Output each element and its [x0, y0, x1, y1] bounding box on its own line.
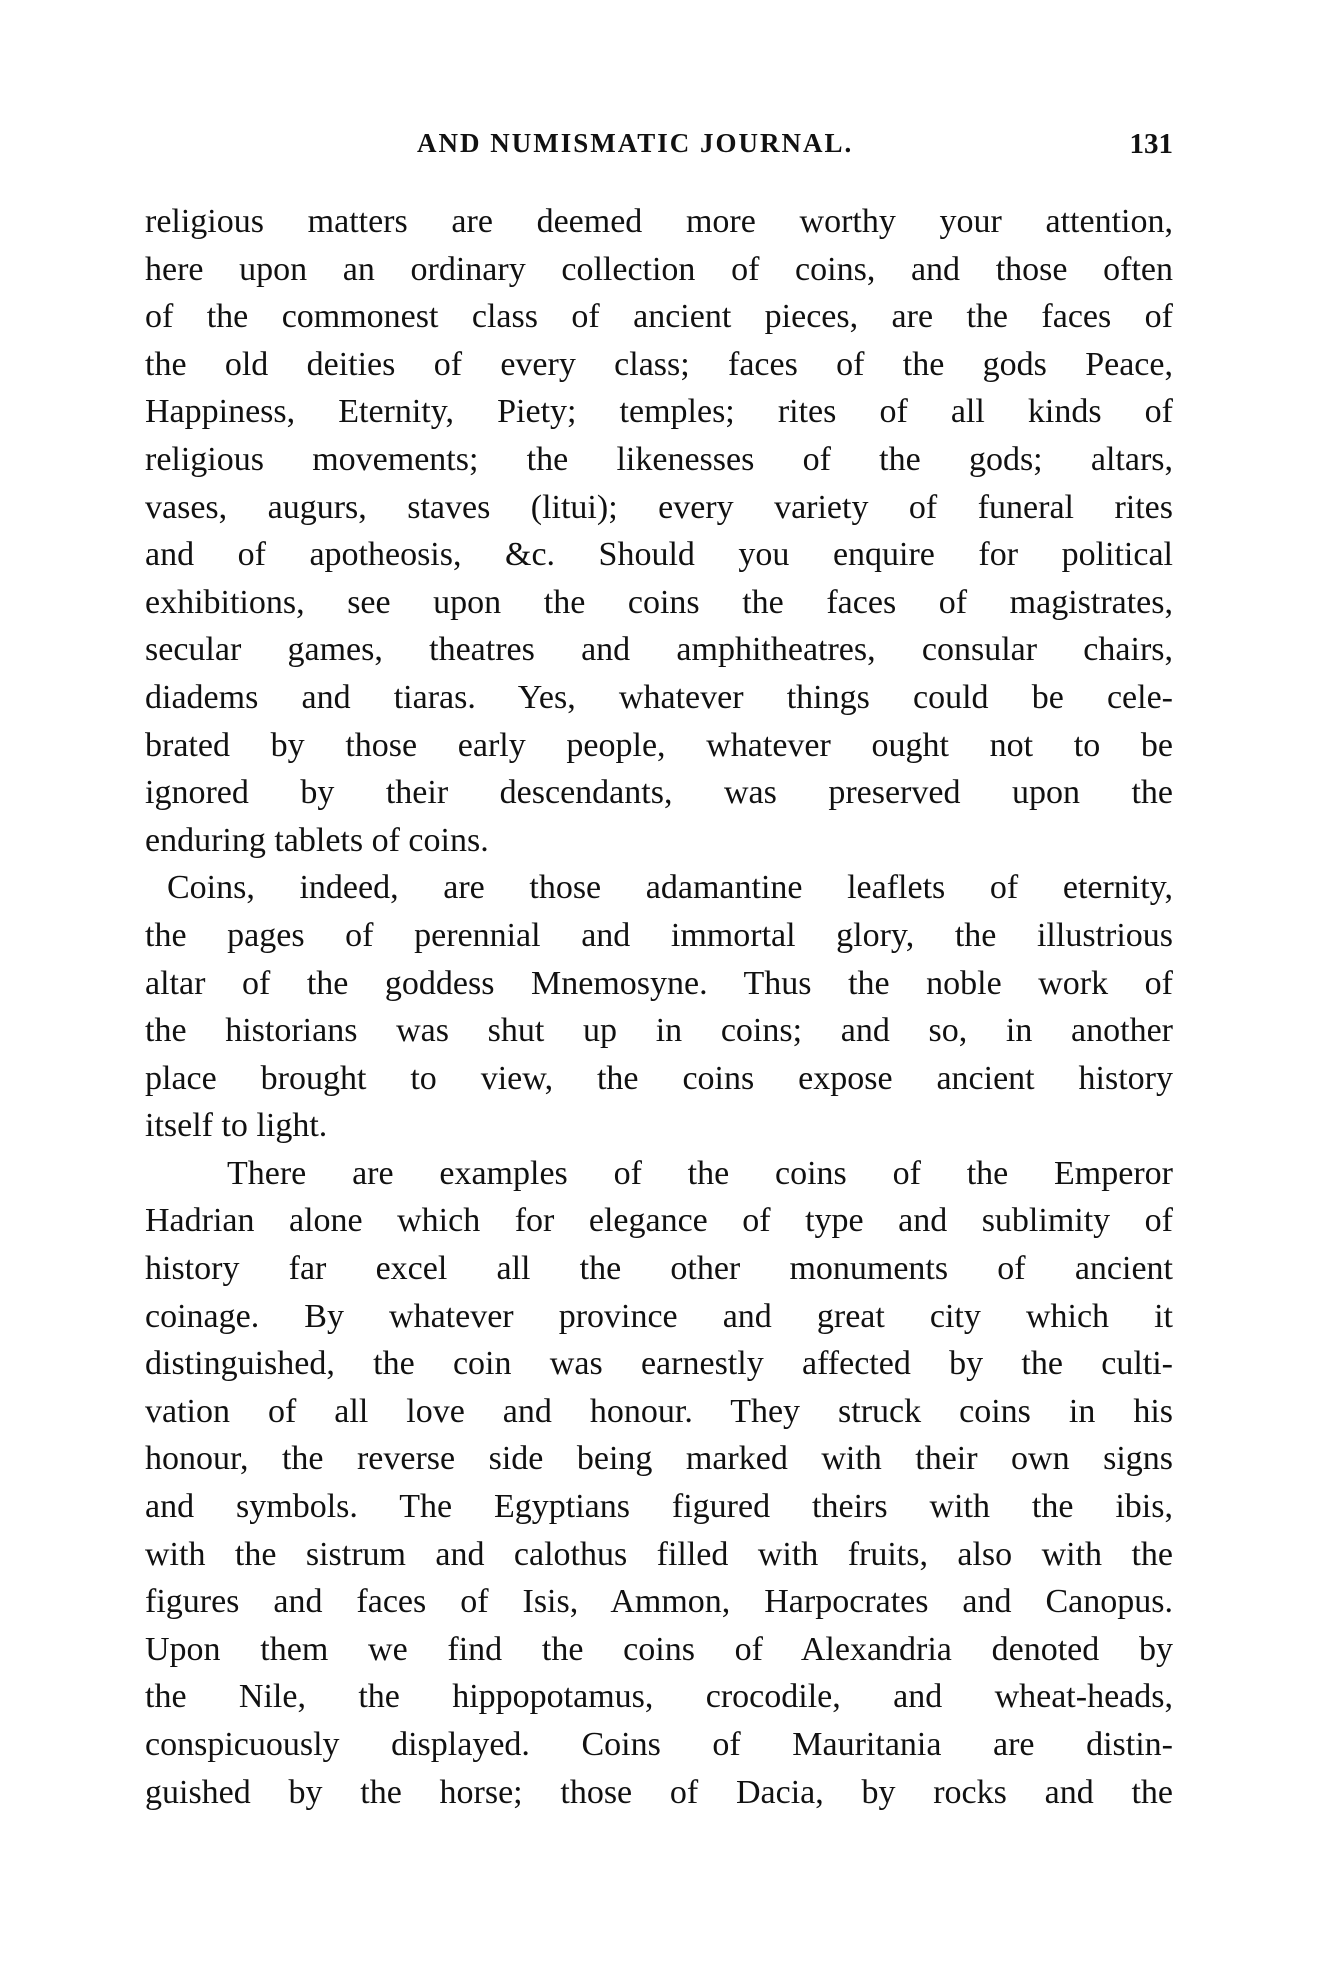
- text-line: with the sistrum and calothus filled with fruits, also with the: [145, 1535, 1173, 1573]
- text-line: of the commonest class of ancient pieces, are the faces of: [145, 298, 1173, 336]
- text-line: diadems and tiaras. Yes, whatever things could be cele-: [145, 678, 1173, 716]
- text-line: religious movements; the likenesses of the gods; altars,: [145, 440, 1173, 478]
- text-line: figures and faces of Isis, Ammon, Harpocrates and Canopus.: [145, 1583, 1173, 1621]
- text-line: altar of the goddess Mnemosyne. Thus the noble work of: [145, 964, 1173, 1002]
- text-line: here upon an ordinary collection of coins, and those often: [145, 250, 1173, 288]
- text-line: place brought to view, the coins expose ancient history: [145, 1059, 1173, 1097]
- text-line: distinguished, the coin was earnestly affected by the culti-: [145, 1345, 1173, 1383]
- text-line: religious matters are deemed more worthy your attention,: [145, 203, 1173, 240]
- text-line: the Nile, the hippopotamus, crocodile, and wheat-heads,: [145, 1678, 1173, 1716]
- text-line: honour, the reverse side being marked with their own signs: [145, 1440, 1173, 1478]
- text-line: and of apotheosis, &c. Should you enquire for political: [145, 536, 1173, 574]
- text-line: enduring tablets of coins.: [145, 821, 489, 859]
- text-line: Hadrian alone which for elegance of type and sublimity of: [145, 1202, 1173, 1240]
- text-line: the old deities of every class; faces of the gods Peace,: [145, 345, 1173, 383]
- text-line: vases, augurs, staves (litui); every variety of funeral rites: [145, 488, 1173, 526]
- text-line: conspicuously displayed. Coins of Mauritania are distin-: [145, 1726, 1173, 1763]
- text-line: Coins, indeed, are those adamantine leaflets of eternity,: [167, 869, 1173, 907]
- running-head: [145, 128, 1173, 168]
- page-number: 131: [1129, 128, 1173, 160]
- text-line: There are examples of the coins of the Emperor: [227, 1154, 1173, 1192]
- text-line: Upon them we find the coins of Alexandria denoted by: [145, 1630, 1173, 1668]
- running-title: AND NUMISMATIC JOURNAL.: [417, 128, 854, 158]
- text-line: Happiness, Eternity, Piety; temples; rites of all kinds of: [145, 393, 1173, 431]
- text-line: the pages of perennial and immortal glory, the illustrious: [145, 916, 1173, 954]
- text-line: history far excel all the other monuments of ancient: [145, 1250, 1173, 1288]
- text-line: guished by the horse; those of Dacia, by rocks and the: [145, 1773, 1173, 1811]
- text-line: and symbols. The Egyptians figured theirs with the ibis,: [145, 1488, 1173, 1526]
- text-line: the historians was shut up in coins; and so, in another: [145, 1012, 1173, 1050]
- text-line: secular games, theatres and amphitheatres, consular chairs,: [145, 631, 1173, 669]
- text-line: itself to light.: [145, 1107, 328, 1145]
- text-line: ignored by their descendants, was preserved upon the: [145, 774, 1173, 812]
- text-line: vation of all love and honour. They struck coins in his: [145, 1392, 1173, 1430]
- body-text: [145, 198, 1173, 1816]
- text-line: exhibitions, see upon the coins the faces of magistrates,: [145, 583, 1173, 621]
- text-line: brated by those early people, whatever ought not to be: [145, 726, 1173, 764]
- text-line: coinage. By whatever province and great city which it: [145, 1297, 1173, 1335]
